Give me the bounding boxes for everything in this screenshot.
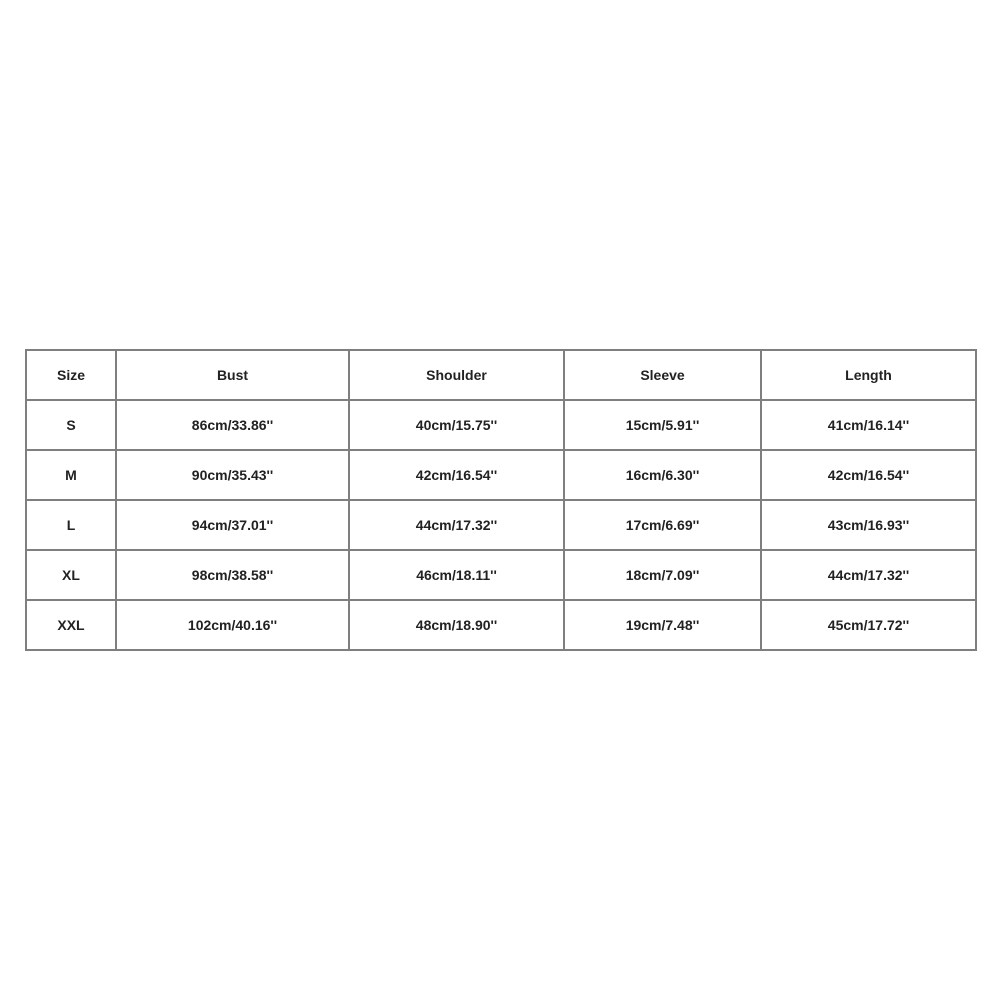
cell-shoulder: 46cm/18.11'' <box>349 550 564 600</box>
cell-size: M <box>26 450 116 500</box>
cell-shoulder: 48cm/18.90'' <box>349 600 564 650</box>
cell-length: 43cm/16.93'' <box>761 500 976 550</box>
header-shoulder: Shoulder <box>349 350 564 400</box>
cell-size: XXL <box>26 600 116 650</box>
table-row <box>26 550 976 600</box>
cell-sleeve: 18cm/7.09'' <box>564 550 761 600</box>
cell-shoulder: 44cm/17.32'' <box>349 500 564 550</box>
cell-sleeve: 17cm/6.69'' <box>564 500 761 550</box>
table-header-row <box>26 350 976 400</box>
cell-bust: 98cm/38.58'' <box>116 550 349 600</box>
cell-bust: 86cm/33.86'' <box>116 400 349 450</box>
cell-size: L <box>26 500 116 550</box>
table-row <box>26 600 976 650</box>
cell-sleeve: 19cm/7.48'' <box>564 600 761 650</box>
table-row <box>26 450 976 500</box>
header-sleeve: Sleeve <box>564 350 761 400</box>
cell-length: 45cm/17.72'' <box>761 600 976 650</box>
cell-bust: 94cm/37.01'' <box>116 500 349 550</box>
header-length: Length <box>761 350 976 400</box>
table-row <box>26 500 976 550</box>
cell-length: 44cm/17.32'' <box>761 550 976 600</box>
cell-shoulder: 40cm/15.75'' <box>349 400 564 450</box>
cell-size: XL <box>26 550 116 600</box>
header-size: Size <box>26 350 116 400</box>
size-chart-table <box>25 349 977 651</box>
cell-length: 42cm/16.54'' <box>761 450 976 500</box>
cell-size: S <box>26 400 116 450</box>
cell-length: 41cm/16.14'' <box>761 400 976 450</box>
cell-sleeve: 16cm/6.30'' <box>564 450 761 500</box>
cell-bust: 90cm/35.43'' <box>116 450 349 500</box>
cell-sleeve: 15cm/5.91'' <box>564 400 761 450</box>
table-row <box>26 400 976 450</box>
header-bust: Bust <box>116 350 349 400</box>
cell-shoulder: 42cm/16.54'' <box>349 450 564 500</box>
cell-bust: 102cm/40.16'' <box>116 600 349 650</box>
